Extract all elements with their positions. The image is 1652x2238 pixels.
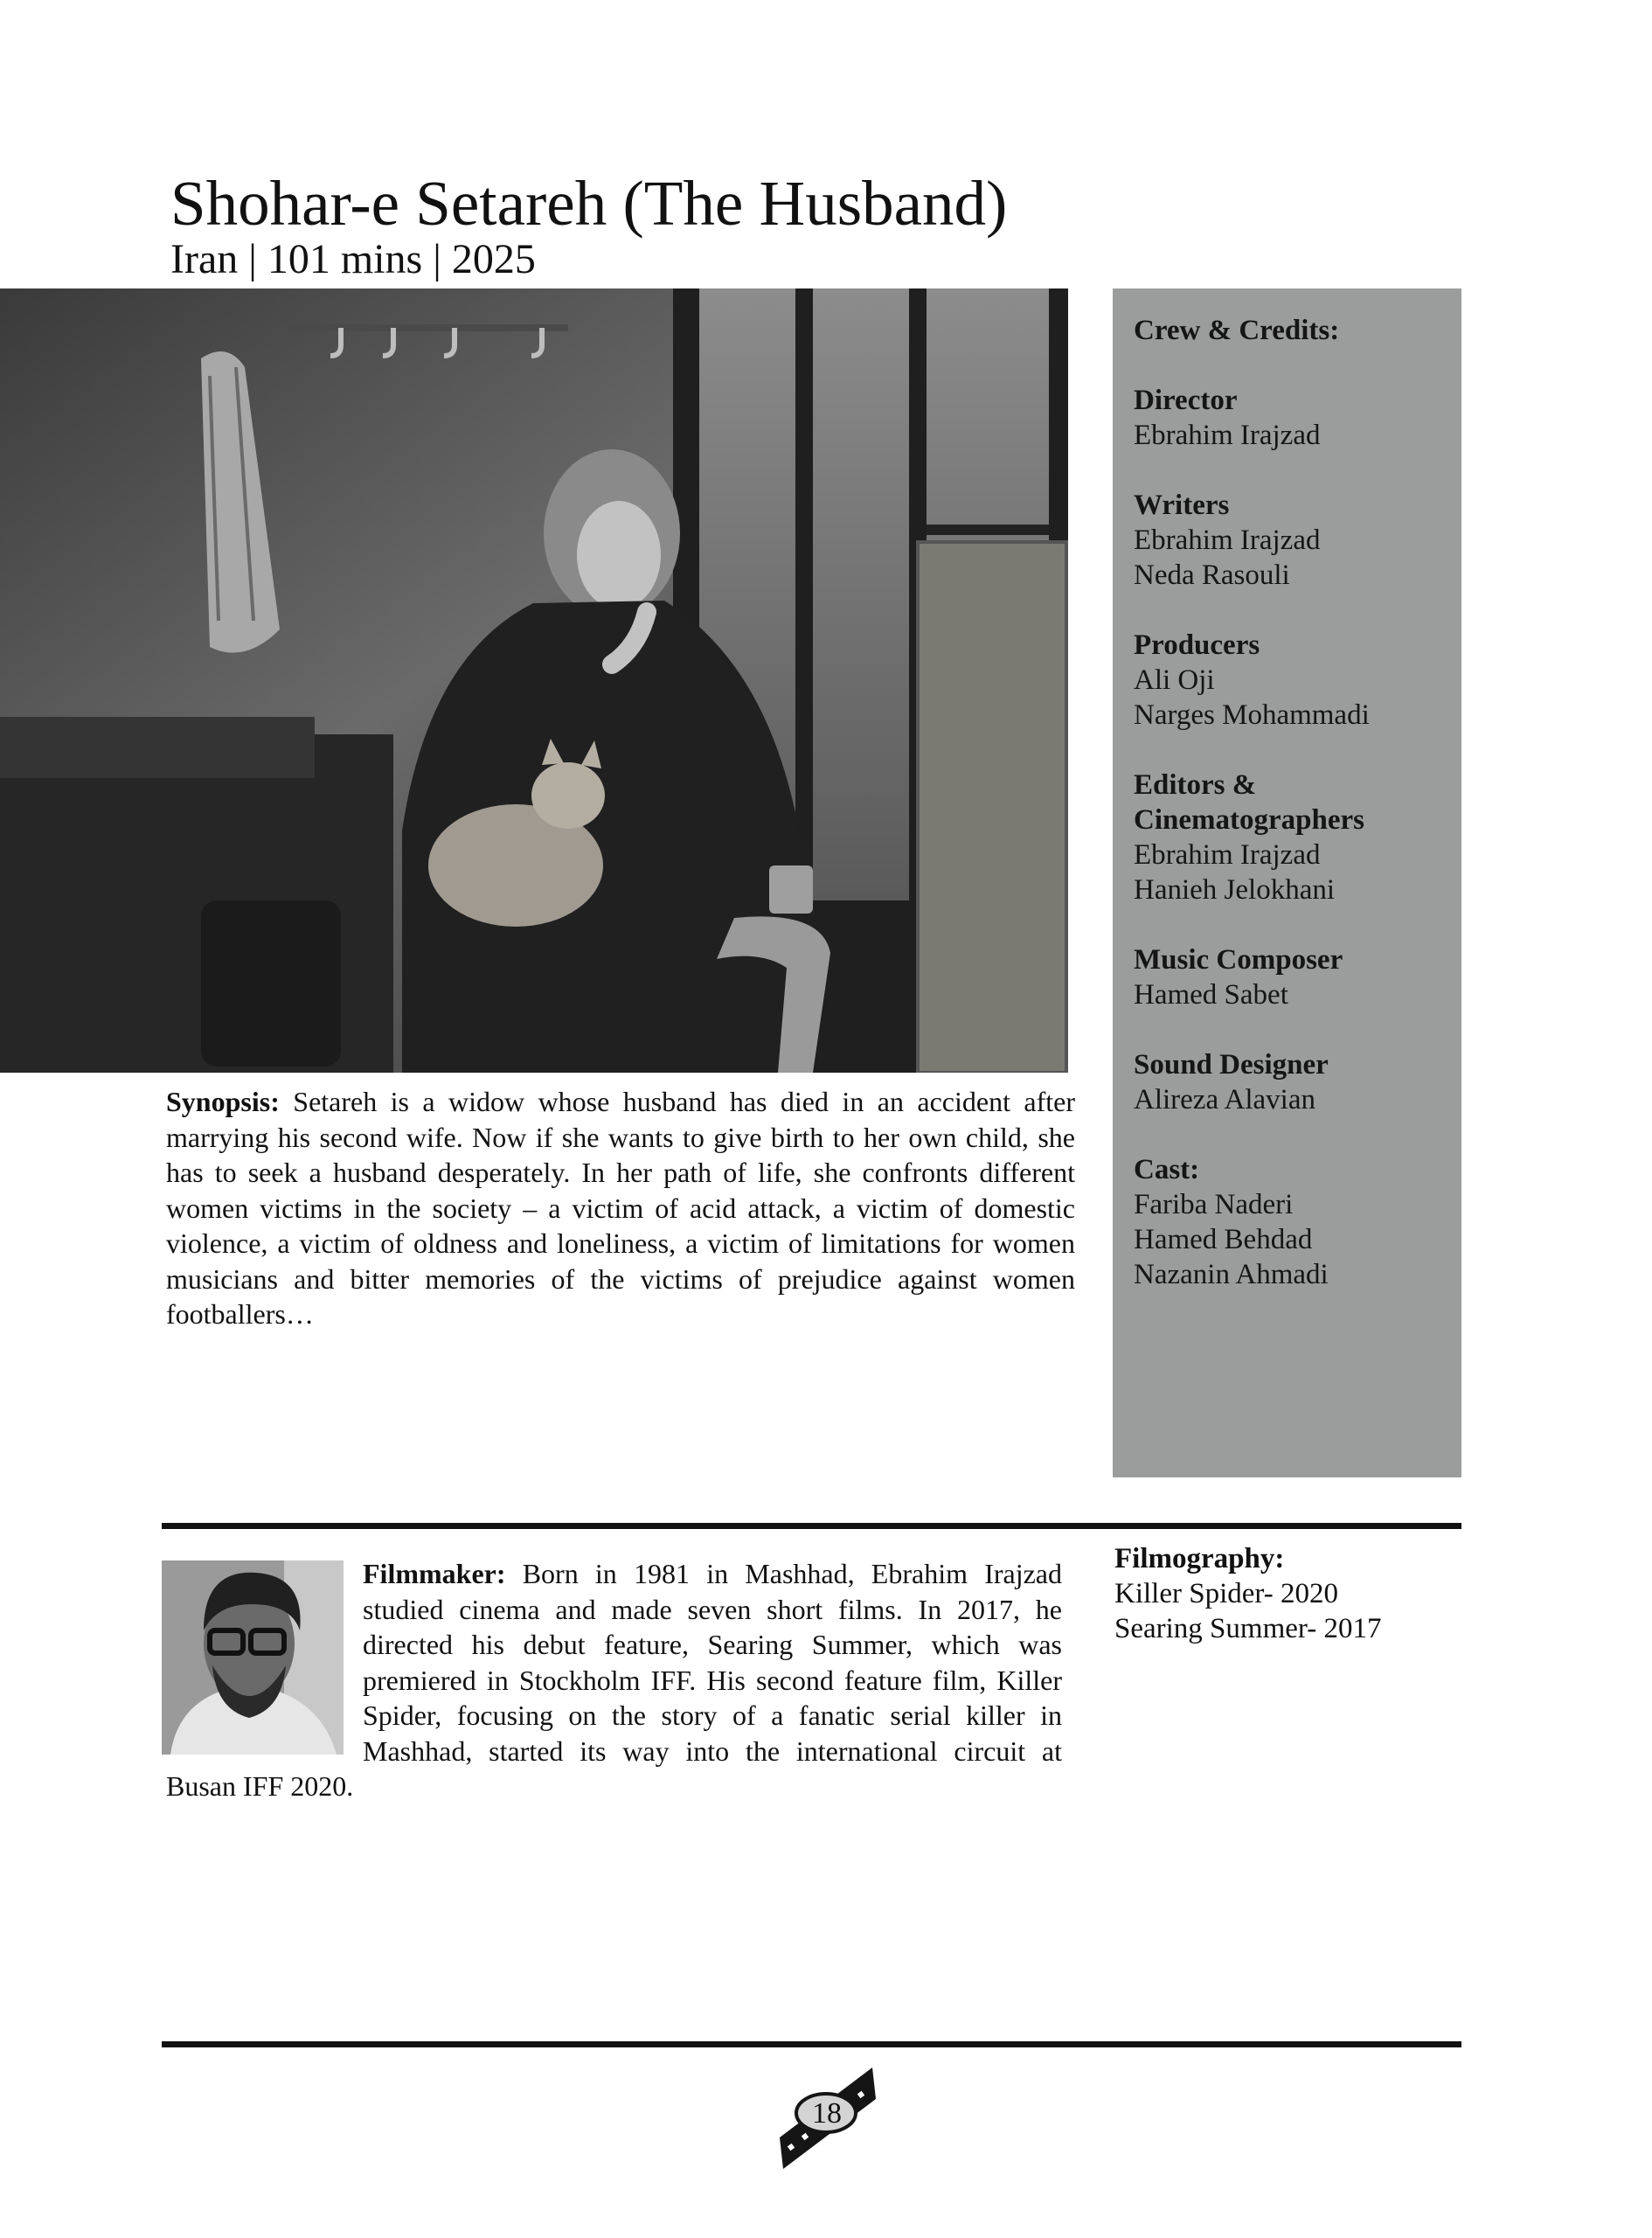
synopsis-text: Setareh is a widow whose husband has died in an accident after marrying his second wife. Now if she wants to give birth to her own child, she has to seek a husband desperately. In her path of life, she confronts different women victims in the society – a victim of acid attack, a victim of domestic violence, a victim of oldness and loneliness, a victim of limitations for women musicians and bitter memories of the victims of prejudice against women footballers…: [166, 1086, 1075, 1330]
filmmaker-label: Filmmaker:: [363, 1558, 506, 1589]
synopsis-label: Synopsis:: [166, 1086, 280, 1117]
crew-credits-panel: [1113, 288, 1461, 1477]
crew-credits-heading: Crew & Credits:: [1134, 315, 1340, 346]
filmography-item: Searing Summer- 2017: [1114, 1613, 1382, 1644]
synopsis-paragraph: [166, 1084, 1075, 1332]
credit-name: Ebrahim Irajzad: [1134, 525, 1321, 556]
credit-name: Alireza Alavian: [1134, 1084, 1315, 1116]
credit-role: Writers: [1134, 490, 1230, 521]
credit-role: Cast:: [1134, 1154, 1200, 1185]
page-number: 18: [812, 2097, 842, 2130]
filmography-list: [1114, 1541, 1447, 1646]
filmography-heading: Filmography:: [1114, 1543, 1285, 1574]
credit-name: Ebrahim Irajzad: [1134, 839, 1321, 871]
credit-role: Sound Designer: [1134, 1049, 1329, 1081]
credit-group-music-composer: [1134, 942, 1461, 1012]
credit-name: Nazanin Ahmadi: [1134, 1259, 1329, 1290]
film-still-illustration: [0, 288, 1068, 1073]
credit-name: Hanieh Jelokhani: [1134, 874, 1336, 906]
credit-role: Editors &: [1134, 769, 1257, 801]
film-title: Shohar-e Setareh (The Husband): [170, 168, 1008, 239]
credit-name: Fariba Naderi: [1134, 1189, 1294, 1220]
filmmaker-text: Born in 1981 in Mashhad, Ebrahim Irajzad studied cinema and made seven short films. In 2017, he directed his debut feature, Searing Summer, which was premiered in Stockholm IFF. His second feature film, Killer Spider, focusing on the story of a fanatic serial killer in Mashhad, started its way into the international circuit at Busan IFF 2020.: [166, 1558, 1062, 1802]
credit-group-writers: [1134, 488, 1461, 593]
credit-role: Music Composer: [1134, 944, 1343, 976]
credit-name: Hamed Sabet: [1134, 979, 1288, 1011]
film-meta: Iran | 101 mins | 2025: [170, 236, 536, 282]
credit-name: Neda Rasouli: [1134, 560, 1290, 591]
credit-group-cast: [1134, 1152, 1461, 1292]
credit-group-editors-cinematographers: [1134, 768, 1461, 907]
credit-name: Hamed Behdad: [1134, 1224, 1313, 1255]
section-divider-top: [162, 1523, 1461, 1529]
credit-group-director: [1134, 383, 1461, 453]
film-still-photo: [0, 288, 1068, 1073]
section-divider-bottom: [162, 2041, 1461, 2047]
credit-group-producers: [1134, 628, 1461, 733]
credit-role: Producers: [1134, 629, 1260, 661]
credit-name: Ebrahim Irajzad: [1134, 420, 1321, 451]
filmography-item: Killer Spider- 2020: [1114, 1578, 1338, 1609]
credit-name: Ali Oji: [1134, 664, 1215, 696]
credit-role-continued: Cinematographers: [1134, 804, 1364, 836]
credit-name: Narges Mohammadi: [1134, 699, 1370, 731]
credit-group-sound-designer: [1134, 1047, 1461, 1117]
credit-role: Director: [1134, 385, 1238, 416]
portrait-float-spacer: [166, 1556, 363, 1769]
filmmaker-bio-paragraph: [166, 1556, 1062, 1804]
